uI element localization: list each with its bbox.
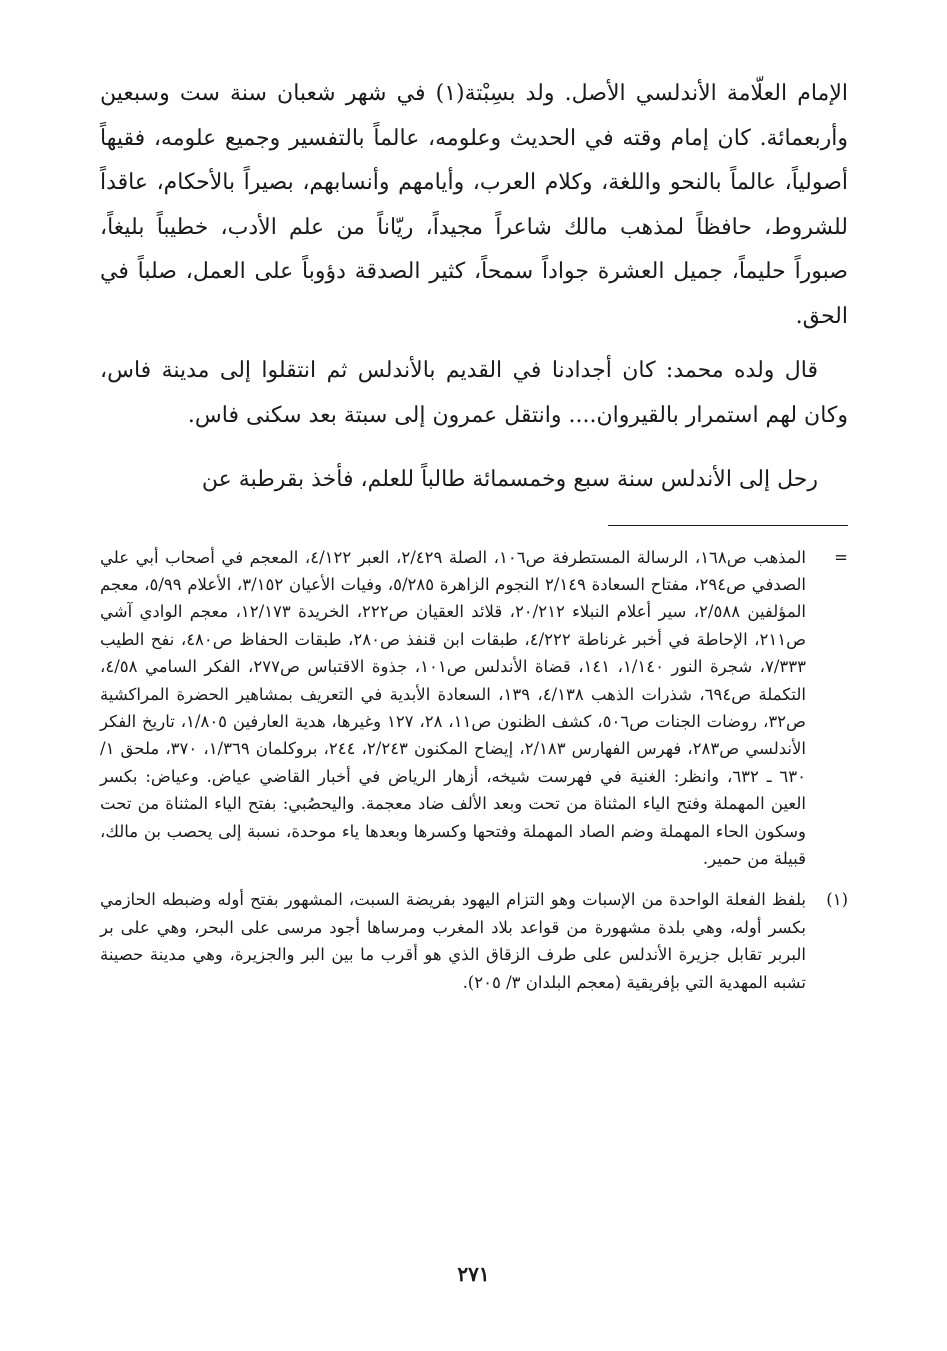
main-text: [100, 72, 848, 503]
page-number: ٢٧١: [457, 1262, 490, 1286]
footnote-sources: [100, 544, 848, 873]
paragraph-travel: رحل إلى الأندلس سنة سبع وخمسمائة طالباً للعلم، فأخذ بقرطبة عن: [201, 467, 818, 492]
footnote-1: [100, 886, 848, 996]
footnote-text: المذهب ص١٦٨، الرسالة المستطرفة ص١٠٦، الصلة ٢/٤٢٩، العبر ٤/١٢٢، المعجم في أصحاب أبي علي الصدفي ص٢٩٤، مفتاح السعادة ٢/١٤٩ النجوم الزاهرة ٥/٢٨٥، وفيات الأعيان ٣/١٥٢، الأعلام ٥/٩٩، معجم المؤلفين ٢/٥٨٨، سير أعلام النبلاء ٢٠/٢١٢، قلائد العقيان ص٢٢٢، الخريدة ١٢/١٧٣، معجم الوادي آشي ص٢١١، الإحاطة في أخبر غرناطة ٤/٢٢٢، طبقات ابن قنفذ ص٢٨٠، طبقات الحفاظ ص٤٨٠، نفح الطيب ٧/٣٣٣، شجرة النور ١/١٤٠، ١٤١، قضاة الأندلس ص١٠١، جذوة الاقتباس ص٢٧٧، الفكر السامي ٤/٥٨، التكملة ص٦٩٤، شذرات الذهب ٤/١٣٨، ١٣٩، السعادة الأبدية في التعريف بمشاهير الحضرة المراكشية ص٣٢، روضات الجنات ص٥٠٦، كشف الظنون ص١١، ٢٨، ١٢٧ وغيرها، هدية العارفين ١/٨٠٥، تاريخ الفكر الأندلسي ص٢٨٣، فهرس الفهارس ٢/١٨٣، إيضاح المكنون ٢/٢٤٣، ٢٤٤، بروكلمان ١/٣٦٩، ٣٧٠، ملحق ١/ ٦٣٠ ـ ٦٣٢، وانظر: الغنية في فهرست شيخه، أزهار الرياض في أخبار القاضي عياض. وعياض: بكسر العين المهملة وفتح الياء المثناة من تحت وبعد الألف ضاد معجمة. واليحصُبي: بفتح الياء المثناة من تحت وسكون الحاء المهملة وضم الصاد المهملة وفتحها وكسرها وبعدها ياء موحدة، نسبة إلى يحصب بن مالك، قبيلة من حمير.: [100, 547, 807, 868]
footnote-mark: =: [834, 547, 848, 567]
paragraph-quote: قال ولده محمد: كان أجدادنا في القديم بالأندلس ثم انتقلوا إلى مدينة فاس، وكان لهم استمرار بالقيروان.... وانتقل عمرون إلى سبتة بعد سكنى فاس.: [100, 358, 848, 428]
footnote-mark: (١): [826, 890, 848, 910]
footnotes: [100, 544, 848, 997]
paragraph-biography: الإمام العلّامة الأندلسي الأصل. ولد بسِبْتة(١) في شهر شعبان سنة ست وسبعين وأربعمائة. كان إمام وقته في الحديث وعلومه، عالماً بالتفسير وجميع علومه، فقيهاً أصولياً، عالماً بالنحو واللغة، وكلام العرب، وأيامهم وأنسابهم، بصيراً بالأحكام، عاقداً للشروط، حافظاً لمذهب مالك شاعراً مجيداً، ريّاناً من علم الأدب، خطيباً بليغاً، صبوراً حليماً، جميل العشرة جواداً سمحاً، كثير الصدقة دؤوباً على العمل، صلباً في الحق.: [100, 81, 848, 329]
footnote-separator: [608, 525, 848, 526]
page: [100, 72, 848, 996]
footnote-text: بلفظ الفعلة الواحدة من الإسبات وهو التزام اليهود بفريضة السبت، المشهور بفتح أوله وضبطه الحازمي بكسر أوله، وهي بلدة مشهورة من قواعد بلاد المغرب ومرساها أجود مرسى على البحر، وهي على بر البربر تقابل جزيرة الأندلس على طرف الزقاق الذي هو أقرب ما بين البر والجزيرة، وهي مدينة حصينة تشبه المهدية التي بإفريقية (معجم البلدان ٣/ ٢٠٥).: [100, 890, 806, 992]
